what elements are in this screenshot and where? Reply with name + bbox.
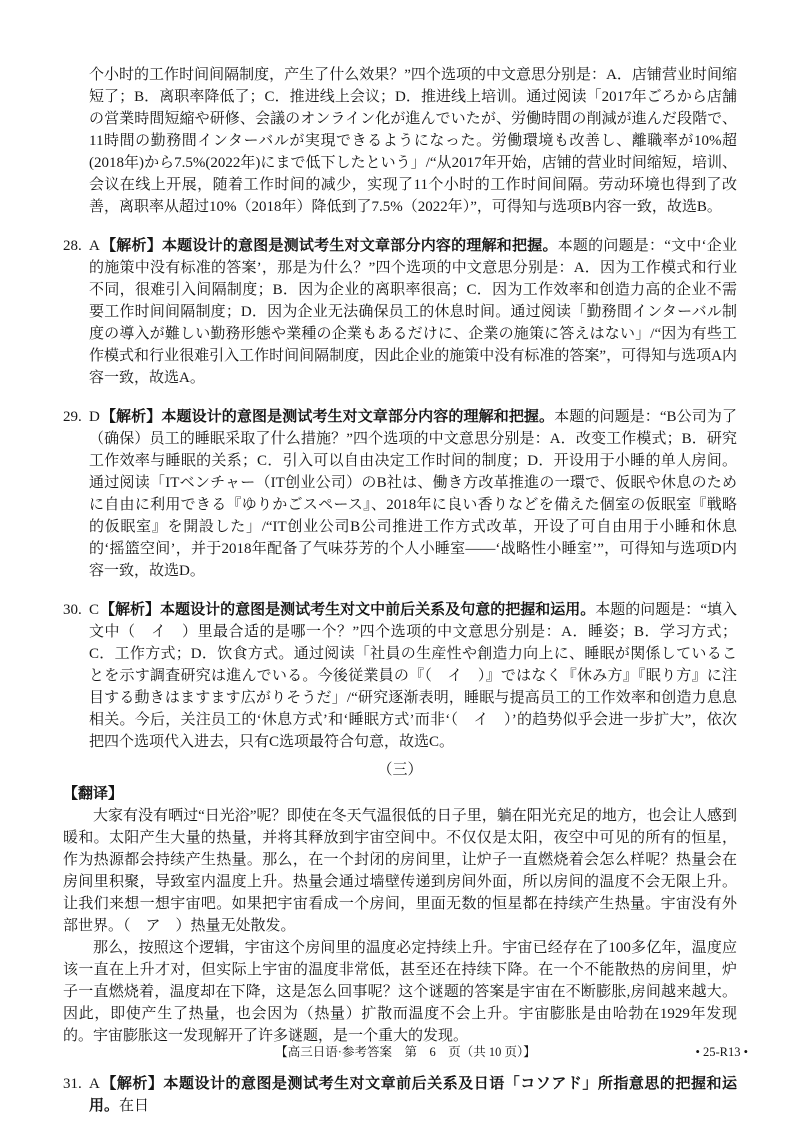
item-30-number: 30.: [63, 602, 82, 618]
translation-label: 【翻译】: [63, 786, 124, 802]
item-31-number: 31.: [63, 1076, 82, 1092]
item-30-analysis-body: 本题的问题是：“填入文中（ イ ）里最合适的是哪一个？”四个选项的中文意思分别是：A．睡姿；B．学习方式；C．工作方式；D．饮食方式。通过阅读「社員の生産性や創造力向上に、睡眠が関係していることを示す調査研究は進んでいる。今後従業員の『（ イ ）』ではなく『休み方』『眠り方』に注目する動きはますます広がりそうだ」/“研究逐渐表明，睡眠与提高员工的工作效率和创造力息息相关。今后，关注员工的‘休息方式’和‘睡眠方式’而非‘（ イ ）’的趋势似乎会进一步扩大”，依次把四个选项代入进去，只有C选项最符合句意，故选C。: [89, 602, 737, 750]
item-29-analysis-body: 本题的问题是：“B公司为了（确保）员工的睡眠采取了什么措施？”四个选项的中文意思分别是：A．改变工作模式；B．研究工作效率与睡眠的关系；C．引入可以自由决定工作时间的制度；D．开设用于小睡的单人房间。通过阅读「ITベンチャー（IT创业公司）のB社は、働き方改革推進の一環で、仮眠や休息のために自由に利用できる『ゆりかごスペース』、2018年に良い香りなどを備えた個室の仮眠室『戦略的仮眠室』を開設した」/“IT创业公司B公司推进工作方式改革，开设了可自由用于小睡和休息的‘摇篮空间’，并于2018年配备了气味芬芳的个人小睡室——‘战略性小睡室’”，可得知与选项D内容一致，故选D。: [89, 409, 737, 579]
item-28-number: 28.: [63, 238, 82, 254]
item27-explanation-continuation: 个小时的工作时间间隔制度，产生了什么效果？”四个选项的中文意思分别是：A．店铺营业时间缩短了；B．离职率降低了；C．推进线上会议；D．推进线上培训。通过阅读「2017年ごろから店舗の営業時間短縮や研修、会議のオンライン化が進んでいたが、労働時間の削減が進んだ段階で、11時間の勤務間インターバルが実現できるようになった。労働環境も改善し、離職率が10%超(2018年)から7.5%(2022年)にまで低下したという」/“从2017年开始，店铺的营业时间缩短，培训、会议在线上开展，随着工作时间的减少，实现了11个小时的工作时间间隔。劳动环境也得到了改善，离职率从超过10%（2018年）降低到了7.5%（2022年）”，可得知与选项B内容一致，故选B。: [89, 67, 737, 215]
item-29-number: 29.: [63, 409, 82, 425]
page-footer: [63, 1044, 748, 1062]
footer-paper-code: • 25-R13 •: [695, 1045, 748, 1059]
item-31-analysis-body: 在日: [119, 1098, 150, 1114]
item-28: [63, 235, 737, 389]
item-29-analysis-lead: 【解析】本题设计的意图是测试考生对文章部分内容的理解和把握。: [100, 409, 555, 425]
item-30-answer: C: [89, 602, 100, 618]
item-28-analysis-body: 本题的问题是：“文中‘企业的施策中没有标准的答案’，那是为什么？”四个选项的中文意思分别是：A．因为工作模式和行业不同，很难引入间隔制度；B．因为企业的离职率很高；C．因为工作效率和创造力高的企业不需要工作时间间隔制度；D．因为企业无法确保员工的休息时间。通过阅读「勤務間インターバル制度の導入が難しい勤務形態や業種の企業もあるだけに、企業の施策に答えはない」/“因为有些工作模式和行业很难引入工作时间间隔制度，因此企业的施策中没有标准的答案”，可得知与选项A内容一致，故选A。: [89, 238, 737, 386]
page-content: [63, 64, 737, 1117]
item-31: [63, 1073, 737, 1117]
translation-paragraph-1: 大家有没有晒过“日光浴”呢？即使在冬天气温很低的日子里，躺在阳光充足的地方，也会让人感到暖和。太阳产生大量的热量，并将其释放到宇宙空间中。不仅仅是太阳，夜空中可见的所有的恒星，作为热源都会持续产生热量。那么，在一个封闭的房间里，让炉子一直燃烧着会怎么样呢？热量会在房间里积聚，导致室内温度上升。热量会通过墙壁传递到房间外面，所以房间的温度不会无限上升。让我们来想一想宇宙吧。如果把宇宙看成一个房间，里面无数的恒星都在持续产生热量。宇宙没有外部世界。（ ア ）热量无处散发。: [63, 808, 737, 934]
item-31-analysis-lead: 【解析】本题设计的意图是测试考生对文章前后关系及日语「コソアド」所指意思的把握和运用。: [89, 1076, 737, 1114]
footer-page-info: 【高三日语·参考答案 第 6 页（共 10 页）】: [275, 1045, 536, 1059]
item-28-answer: A: [89, 238, 100, 254]
item-31-answer: A: [89, 1076, 100, 1092]
item-29-answer: D: [89, 409, 100, 425]
item-29: [63, 406, 737, 582]
item-28-analysis-lead: 【解析】本题设计的意图是测试考生对文章部分内容的理解和把握。: [100, 238, 558, 254]
item-30-analysis-lead: 【解析】本题设计的意图是测试考生对文中前后关系及句意的把握和运用。: [100, 602, 596, 618]
section-heading-three: （三）: [377, 762, 423, 778]
translation-paragraph-2: 那么，按照这个逻辑，宇宙这个房间里的温度必定持续上升。宇宙已经存在了100多亿年，温度应该一直在上升才对，但实际上宇宙的温度非常低，甚至还在持续下降。在一个不能散热的房间里，炉子一直燃烧着，温度却在下降，这是怎么回事呢？这个谜题的答案是宇宙在不断膨胀,房间越来越大。因此，即使产生了热量，也会因为（热量）扩散而温度不会上升。宇宙膨胀是由哈勃在1929年发现的。宇宙膨胀这一发现解开了许多谜题，是一个重大的发现。: [63, 940, 737, 1044]
item-30: [63, 599, 737, 753]
